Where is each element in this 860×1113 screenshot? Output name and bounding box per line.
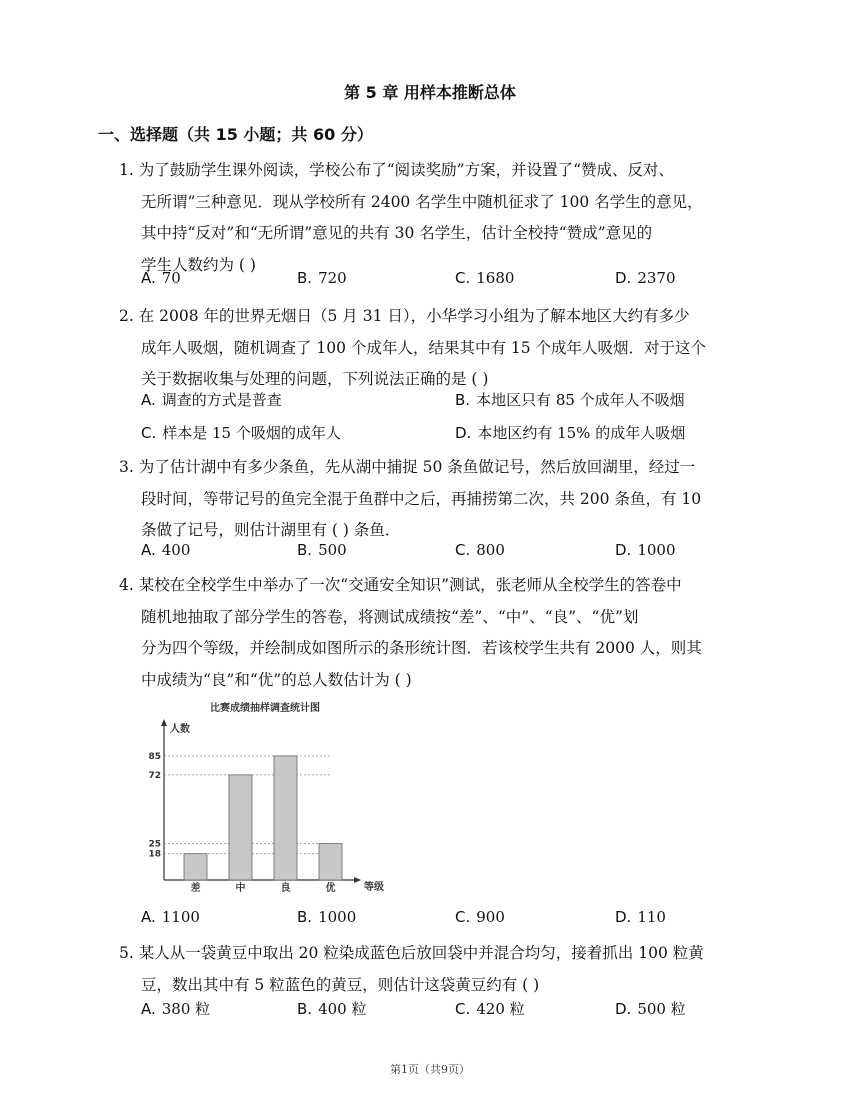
- option-key: C.: [141, 424, 157, 442]
- question-1-line: 1. 为了鼓励学生课外阅读，学校公布了“阅读奖励”方案，并设置了“赞成、反对、: [119, 161, 674, 179]
- option-c[interactable]: [455, 269, 514, 287]
- question-2-options: [141, 389, 761, 415]
- option-key: D.: [615, 269, 632, 287]
- question-3-options: [141, 541, 761, 567]
- question-2-line: 成年人吸烟，随机调查了 100 个成年人，结果其中有 15 个成年人吸烟．对于这个: [141, 338, 707, 357]
- option-b[interactable]: [297, 908, 356, 926]
- option-text: 1680: [476, 269, 515, 287]
- y-tick-label: 72: [148, 770, 161, 781]
- option-key: B.: [297, 908, 313, 926]
- option-text: 400: [161, 541, 191, 559]
- option-key: D.: [615, 1000, 632, 1018]
- option-key: A.: [141, 1000, 156, 1018]
- option-key: B.: [297, 269, 313, 287]
- option-text: 500: [318, 541, 347, 559]
- bar-3: [319, 844, 342, 881]
- bar-chart: [140, 698, 400, 898]
- bar-1: [229, 775, 252, 880]
- option-d[interactable]: [615, 541, 676, 559]
- question-1-options: [141, 269, 761, 295]
- option-b[interactable]: [297, 998, 366, 1019]
- option-text: 800: [476, 541, 505, 559]
- y-tick-label: 25: [148, 839, 161, 850]
- option-text: 本地区只有 85 个成年人不吸烟: [476, 391, 685, 409]
- question-3-line: 条做了记号，则估计湖里有 ( ) 条鱼．: [141, 521, 401, 539]
- option-text: 调查的方式是普查: [161, 391, 282, 409]
- option-b[interactable]: [455, 389, 685, 410]
- question-5: [119, 938, 764, 1001]
- question-2: [119, 301, 764, 396]
- bar-0: [184, 854, 207, 880]
- question-1-line: 学生人数约为 ( ): [141, 255, 256, 274]
- question-1: [119, 155, 764, 281]
- option-text: 110: [637, 908, 666, 926]
- question-2-options: [141, 422, 761, 448]
- option-b[interactable]: [297, 269, 347, 287]
- option-text: 720: [318, 269, 347, 287]
- option-b[interactable]: [297, 541, 347, 559]
- option-c[interactable]: [141, 422, 341, 443]
- section-heading: 一、选择题（共 15 小题；共 60 分）: [98, 125, 373, 144]
- option-key: D.: [615, 908, 632, 926]
- option-key: C.: [455, 908, 471, 926]
- bar-2: [274, 756, 297, 880]
- option-text: 1000: [637, 541, 676, 559]
- option-a[interactable]: [141, 541, 190, 559]
- y-axis-label: 人数: [170, 724, 190, 735]
- question-1-line: 其中持“反对”和“无所谓”意见的共有 30 名学生，估计全校持“赞成”意见的: [141, 224, 653, 242]
- x-tick-label: 优: [325, 883, 336, 894]
- question-5-line: 5. 某人从一袋黄豆中取出 20 粒染成蓝色后放回袋中并混合均匀，接着抓出 100 粒黄: [119, 944, 704, 962]
- option-c[interactable]: [455, 908, 505, 926]
- option-key: D.: [455, 424, 472, 442]
- question-5-options: [141, 998, 761, 1024]
- option-d[interactable]: [615, 269, 676, 287]
- x-tick-label: 中: [235, 883, 246, 894]
- option-key: A.: [141, 541, 156, 559]
- question-4-line: 4. 某校在全校学生中举办了一次“交通安全知识”测试，张老师从全校学生的答卷中: [119, 576, 682, 594]
- option-text: 样本是 15 个吸烟的成年人: [162, 424, 341, 442]
- option-text: 本地区约有 15% 的成年人吸烟: [477, 424, 686, 442]
- option-key: A.: [141, 269, 156, 287]
- option-key: A.: [141, 908, 156, 926]
- x-tick-label: 良: [280, 883, 291, 894]
- question-3-line: 段时间，等带记号的鱼完全混于鱼群中之后，再捕捞第二次，共 200 条鱼，有 10: [141, 489, 702, 508]
- x-tick-label: 差: [190, 883, 201, 894]
- option-text: 1000: [318, 908, 357, 926]
- option-text: 420 粒: [476, 1000, 525, 1018]
- option-text: 380 粒: [161, 1000, 211, 1018]
- y-tick-label: 18: [148, 849, 161, 860]
- option-text: 1100: [161, 908, 200, 926]
- option-d[interactable]: [615, 908, 666, 926]
- y-tick-label: 85: [148, 751, 161, 762]
- option-key: B.: [455, 391, 471, 409]
- question-3-line: 3. 为了估计湖中有多少条鱼，先从湖中捕捉 50 条鱼做记号，然后放回湖里，经过一: [119, 458, 696, 476]
- x-axis-arrow: [354, 877, 361, 883]
- option-key: C.: [455, 541, 471, 559]
- option-a[interactable]: [141, 269, 181, 287]
- question-4-line: 分为四个等级，并绘制成如图所示的条形统计图．若该校学生共有 2000 人，则其: [141, 639, 702, 657]
- option-key: C.: [455, 1000, 471, 1018]
- option-key: C.: [455, 269, 471, 287]
- option-a[interactable]: [141, 908, 200, 926]
- question-4-line: 中成绩为“良”和“优”的总人数估计为 ( ): [141, 670, 412, 689]
- option-a[interactable]: [141, 389, 282, 410]
- option-key: A.: [141, 391, 156, 409]
- option-a[interactable]: [141, 998, 210, 1019]
- page-footer: 第1页（共9页）: [390, 1063, 470, 1076]
- option-key: B.: [297, 541, 313, 559]
- option-text: 500 粒: [637, 1000, 686, 1018]
- option-d[interactable]: [615, 998, 686, 1019]
- option-c[interactable]: [455, 541, 505, 559]
- y-axis-arrow: [161, 719, 167, 726]
- chart-title: 比赛成绩抽样调查统计图: [210, 703, 320, 714]
- option-text: 70: [161, 269, 181, 287]
- option-c[interactable]: [455, 998, 525, 1019]
- option-key: B.: [297, 1000, 313, 1018]
- option-key: D.: [615, 541, 632, 559]
- page-title: 第 5 章 用样本推断总体: [344, 83, 516, 102]
- question-4: [119, 570, 764, 696]
- question-1-line: 无所谓”三种意见．现从学校所有 2400 名学生中随机征求了 100 名学生的意见，: [141, 192, 703, 211]
- option-text: 2370: [637, 269, 676, 287]
- question-4-line: 随机地抽取了部分学生的答卷，将测试成绩按“差”、“中”、“良”、“优”划: [141, 607, 639, 626]
- question-3: [119, 452, 764, 547]
- option-d[interactable]: [455, 422, 685, 443]
- question-4-options: [141, 908, 761, 934]
- question-5-line: 豆，数出其中有 5 粒蓝色的黄豆，则估计这袋黄豆约有 ( ): [141, 975, 540, 994]
- option-text: 400 粒: [318, 1000, 367, 1018]
- question-2-line: 2. 在 2008 年的世界无烟日（5 月 31 日），小华学习小组为了解本地区大约有多少: [119, 307, 690, 325]
- x-axis-label: 等级: [364, 882, 384, 893]
- question-2-line: 关于数据收集与处理的问题，下列说法正确的是 ( ): [141, 370, 489, 388]
- option-text: 900: [476, 908, 505, 926]
